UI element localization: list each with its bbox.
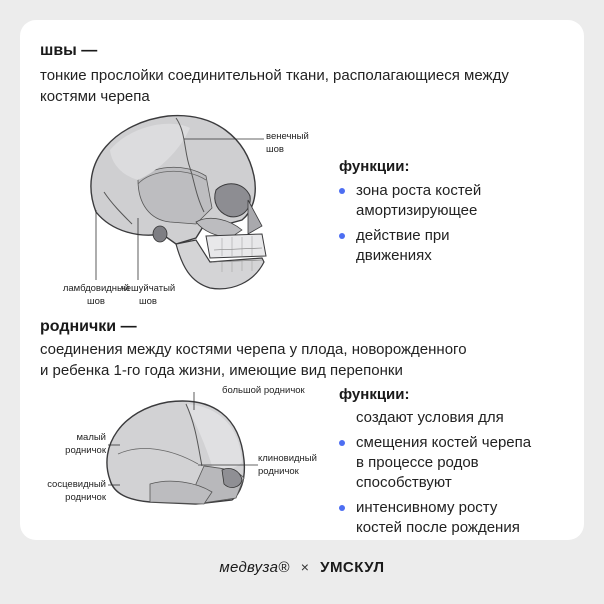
sphenoid-fontanelle-label-line1: клиновидный [258, 453, 317, 464]
function-text: смещения костей черепа [356, 434, 532, 451]
sutures-description-line2: костями черепа [40, 88, 150, 105]
fontanelles-function-item [338, 433, 582, 493]
lambdoid-suture-label-line2: шов [87, 296, 105, 307]
coronal-suture-label-line2: шов [266, 144, 284, 155]
function-text: зона роста костей [356, 182, 482, 199]
function-text: создают условия для [356, 409, 504, 426]
coronal-suture-label-line1: венечный [266, 131, 309, 142]
lambdoid-suture-label-line1: ламбдовидный [62, 283, 130, 294]
function-text: в процессе родов [356, 454, 479, 471]
sutures-description-line1: тонкие прослойки соединительной ткани, располагающиеся между [40, 67, 509, 84]
function-text: интенсивному росту [356, 499, 498, 516]
function-text: движениях [356, 247, 432, 264]
sutures-functions-title: функции: [339, 158, 410, 175]
mastoid-fontanelle-label-line1: сосцевидный [47, 479, 106, 490]
posterior-fontanelle-label-line1: малый [76, 432, 106, 443]
separator-x-icon: × [300, 559, 309, 575]
footer-brands [0, 559, 604, 576]
function-text: действие при [356, 227, 450, 244]
fontanelles-description-line1: соединения между костями черепа у плода, новорожденного [40, 341, 467, 358]
umskul-logo: УМСКУЛ [320, 559, 385, 576]
function-text: способствуют [356, 474, 452, 491]
fontanelles-functions-list [338, 408, 582, 543]
function-text: амортизирующее [356, 202, 478, 219]
fontanelles-functions-title: функции: [339, 386, 410, 403]
function-text: костей после рождения [356, 519, 520, 536]
medvuza-logo: медвуза® [219, 559, 290, 576]
posterior-fontanelle-label-line2: родничок [65, 445, 106, 456]
fontanelles-function-item [338, 408, 582, 428]
sutures-title: швы — [40, 42, 98, 59]
fontanelles-function-item [338, 498, 582, 538]
fontanelles-description-line2: и ребенка 1-го года жизни, имеющие вид перепонки [40, 362, 403, 379]
fontanelles-title: роднички — [40, 318, 137, 335]
squamous-suture-label-line1: чешуйчатый [120, 283, 176, 294]
mastoid-fontanelle-label-line2: родничок [65, 492, 106, 503]
squamous-suture-label-line2: шов [139, 296, 157, 307]
sphenoid-fontanelle-label-line2: родничок [258, 466, 299, 477]
anterior-fontanelle-label: большой родничок [222, 385, 305, 396]
